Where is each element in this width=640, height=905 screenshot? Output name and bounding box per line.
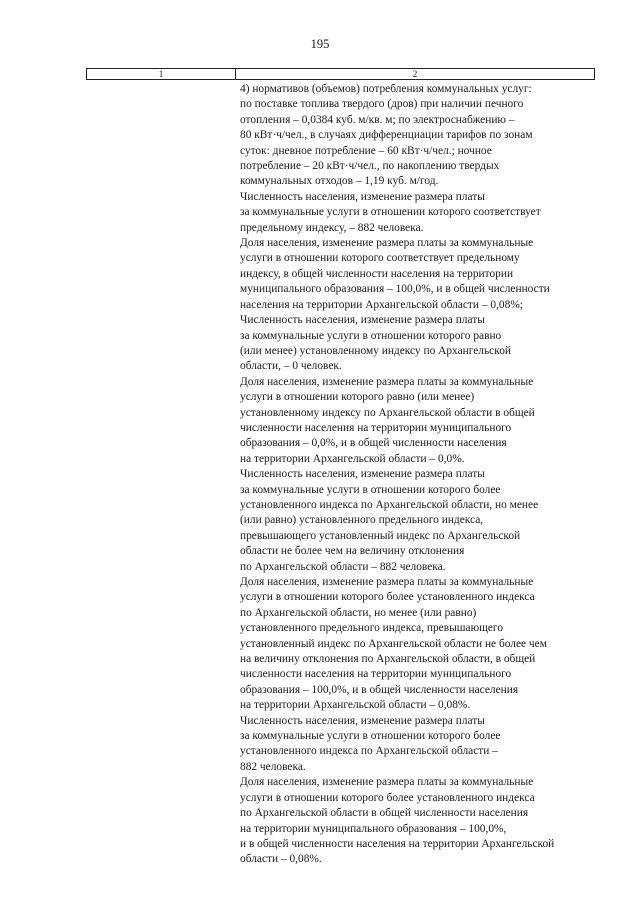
text-line: установленного индекса по Архангельской области – bbox=[240, 745, 498, 758]
text-line: за коммунальные услуги в отношении которого соответствует bbox=[240, 206, 541, 219]
text-line: за коммунальные услуги в отношении которого равно bbox=[240, 329, 502, 342]
text-line: Численность населения, изменение размера платы bbox=[240, 714, 485, 727]
text-line: услуги в отношении которого соответствует предельному bbox=[240, 252, 520, 265]
text-line: Доля населения, изменение размера платы за коммунальные bbox=[240, 237, 534, 250]
column-2-header: 2 bbox=[236, 69, 595, 80]
text-line: образования – 100,0%, и в общей численности населения bbox=[240, 683, 519, 696]
text-line: отопления – 0,0384 куб. м/кв. м; по электроснабжению – bbox=[240, 113, 515, 126]
text-line: 4) нормативов (объемов) потребления коммунальных услуг: bbox=[240, 83, 532, 95]
text-line: области – 0,08%. bbox=[240, 853, 322, 866]
text-line: населения на территории Архангельской области – 0,08%; bbox=[240, 298, 523, 311]
body-text bbox=[240, 82, 610, 868]
text-line: Численность населения, изменение размера платы bbox=[240, 468, 485, 481]
text-line: за коммунальные услуги в отношении которого более bbox=[240, 483, 501, 496]
text-line: превышающего установленный индекс по Архангельской bbox=[240, 529, 521, 542]
text-line: услуги в отношении которого равно (или менее) bbox=[240, 391, 475, 404]
text-line: на величину отклонения по Архангельской области, в общей bbox=[240, 653, 536, 666]
text-line: на территории Архангельской области – 0,0%. bbox=[240, 452, 465, 465]
text-line: (или менее) установленному индексу по Архангельской bbox=[240, 344, 511, 357]
text-line: установленного предельного индекса, превышающего bbox=[240, 622, 504, 635]
column-header-row bbox=[87, 69, 595, 80]
text-line: 80 кВт·ч/чел., в случаях дифференциации тарифов по зонам bbox=[240, 129, 533, 142]
text-line: и в общей численности населения на территории Архангельской bbox=[240, 837, 555, 850]
text-line: Доля населения, изменение размера платы за коммунальные bbox=[240, 776, 534, 789]
text-line: Численность населения, изменение размера платы bbox=[240, 314, 485, 327]
text-line: установленного индекса по Архангельской области, но менее bbox=[240, 498, 539, 511]
text-line: области, – 0 человек. bbox=[240, 360, 342, 373]
text-line: области не более чем на величину отклонения bbox=[240, 545, 465, 558]
text-line: муниципального образования – 100,0%, и в общей численности bbox=[240, 283, 550, 296]
text-line: по Архангельской области в общей численности населения bbox=[240, 807, 529, 820]
text-line: установленному индексу по Архангельской области в общей bbox=[240, 406, 535, 419]
column-header-table bbox=[86, 68, 595, 80]
text-line: услуги в отношении которого более установленного индекса bbox=[240, 791, 535, 804]
text-line: на территории муниципального образования – 100,0%, bbox=[240, 822, 507, 835]
text-line: по Архангельской области – 882 человека. bbox=[240, 560, 446, 573]
text-line: за коммунальные услуги в отношении которого более bbox=[240, 730, 501, 743]
page-number: 195 bbox=[310, 37, 330, 51]
text-line: (или равно) установленного предельного индекса, bbox=[240, 514, 484, 527]
text-line: суток: дневное потребление – 60 кВт·ч/чел.; ночное bbox=[240, 144, 492, 157]
column-1-header: 1 bbox=[87, 69, 236, 80]
text-line: установленный индекс по Архангельской области не более чем bbox=[240, 637, 547, 650]
text-line: на территории Архангельской области – 0,08%. bbox=[240, 699, 471, 712]
text-line: по поставке топлива твердого (дров) при наличии печного bbox=[240, 98, 524, 111]
text-line: предельному индексу, – 882 человека. bbox=[240, 221, 424, 234]
text-line: численности населения на территории муниципального bbox=[240, 668, 512, 681]
text-line: Доля населения, изменение размера платы за коммунальные bbox=[240, 375, 534, 388]
text-line: услуги в отношении которого более установленного индекса bbox=[240, 591, 535, 604]
text-line: 882 человека. bbox=[240, 760, 306, 773]
text-line: индексу, в общей численности населения на территории bbox=[240, 267, 514, 280]
text-line: Численность населения, изменение размера платы bbox=[240, 190, 485, 203]
text-line: коммунальных отходов – 1,19 куб. м/год. bbox=[240, 175, 439, 188]
text-line: Доля населения, изменение размера платы за коммунальные bbox=[240, 576, 534, 588]
text-line: образования – 0,0%, и в общей численности населения bbox=[240, 437, 507, 450]
text-line: потребление – 20 кВт·ч/чел., по накоплению твердых bbox=[240, 160, 500, 173]
text-line: по Архангельской области, но менее (или равно) bbox=[240, 606, 477, 619]
text-line: численности населения на территории муниципального bbox=[240, 421, 512, 434]
